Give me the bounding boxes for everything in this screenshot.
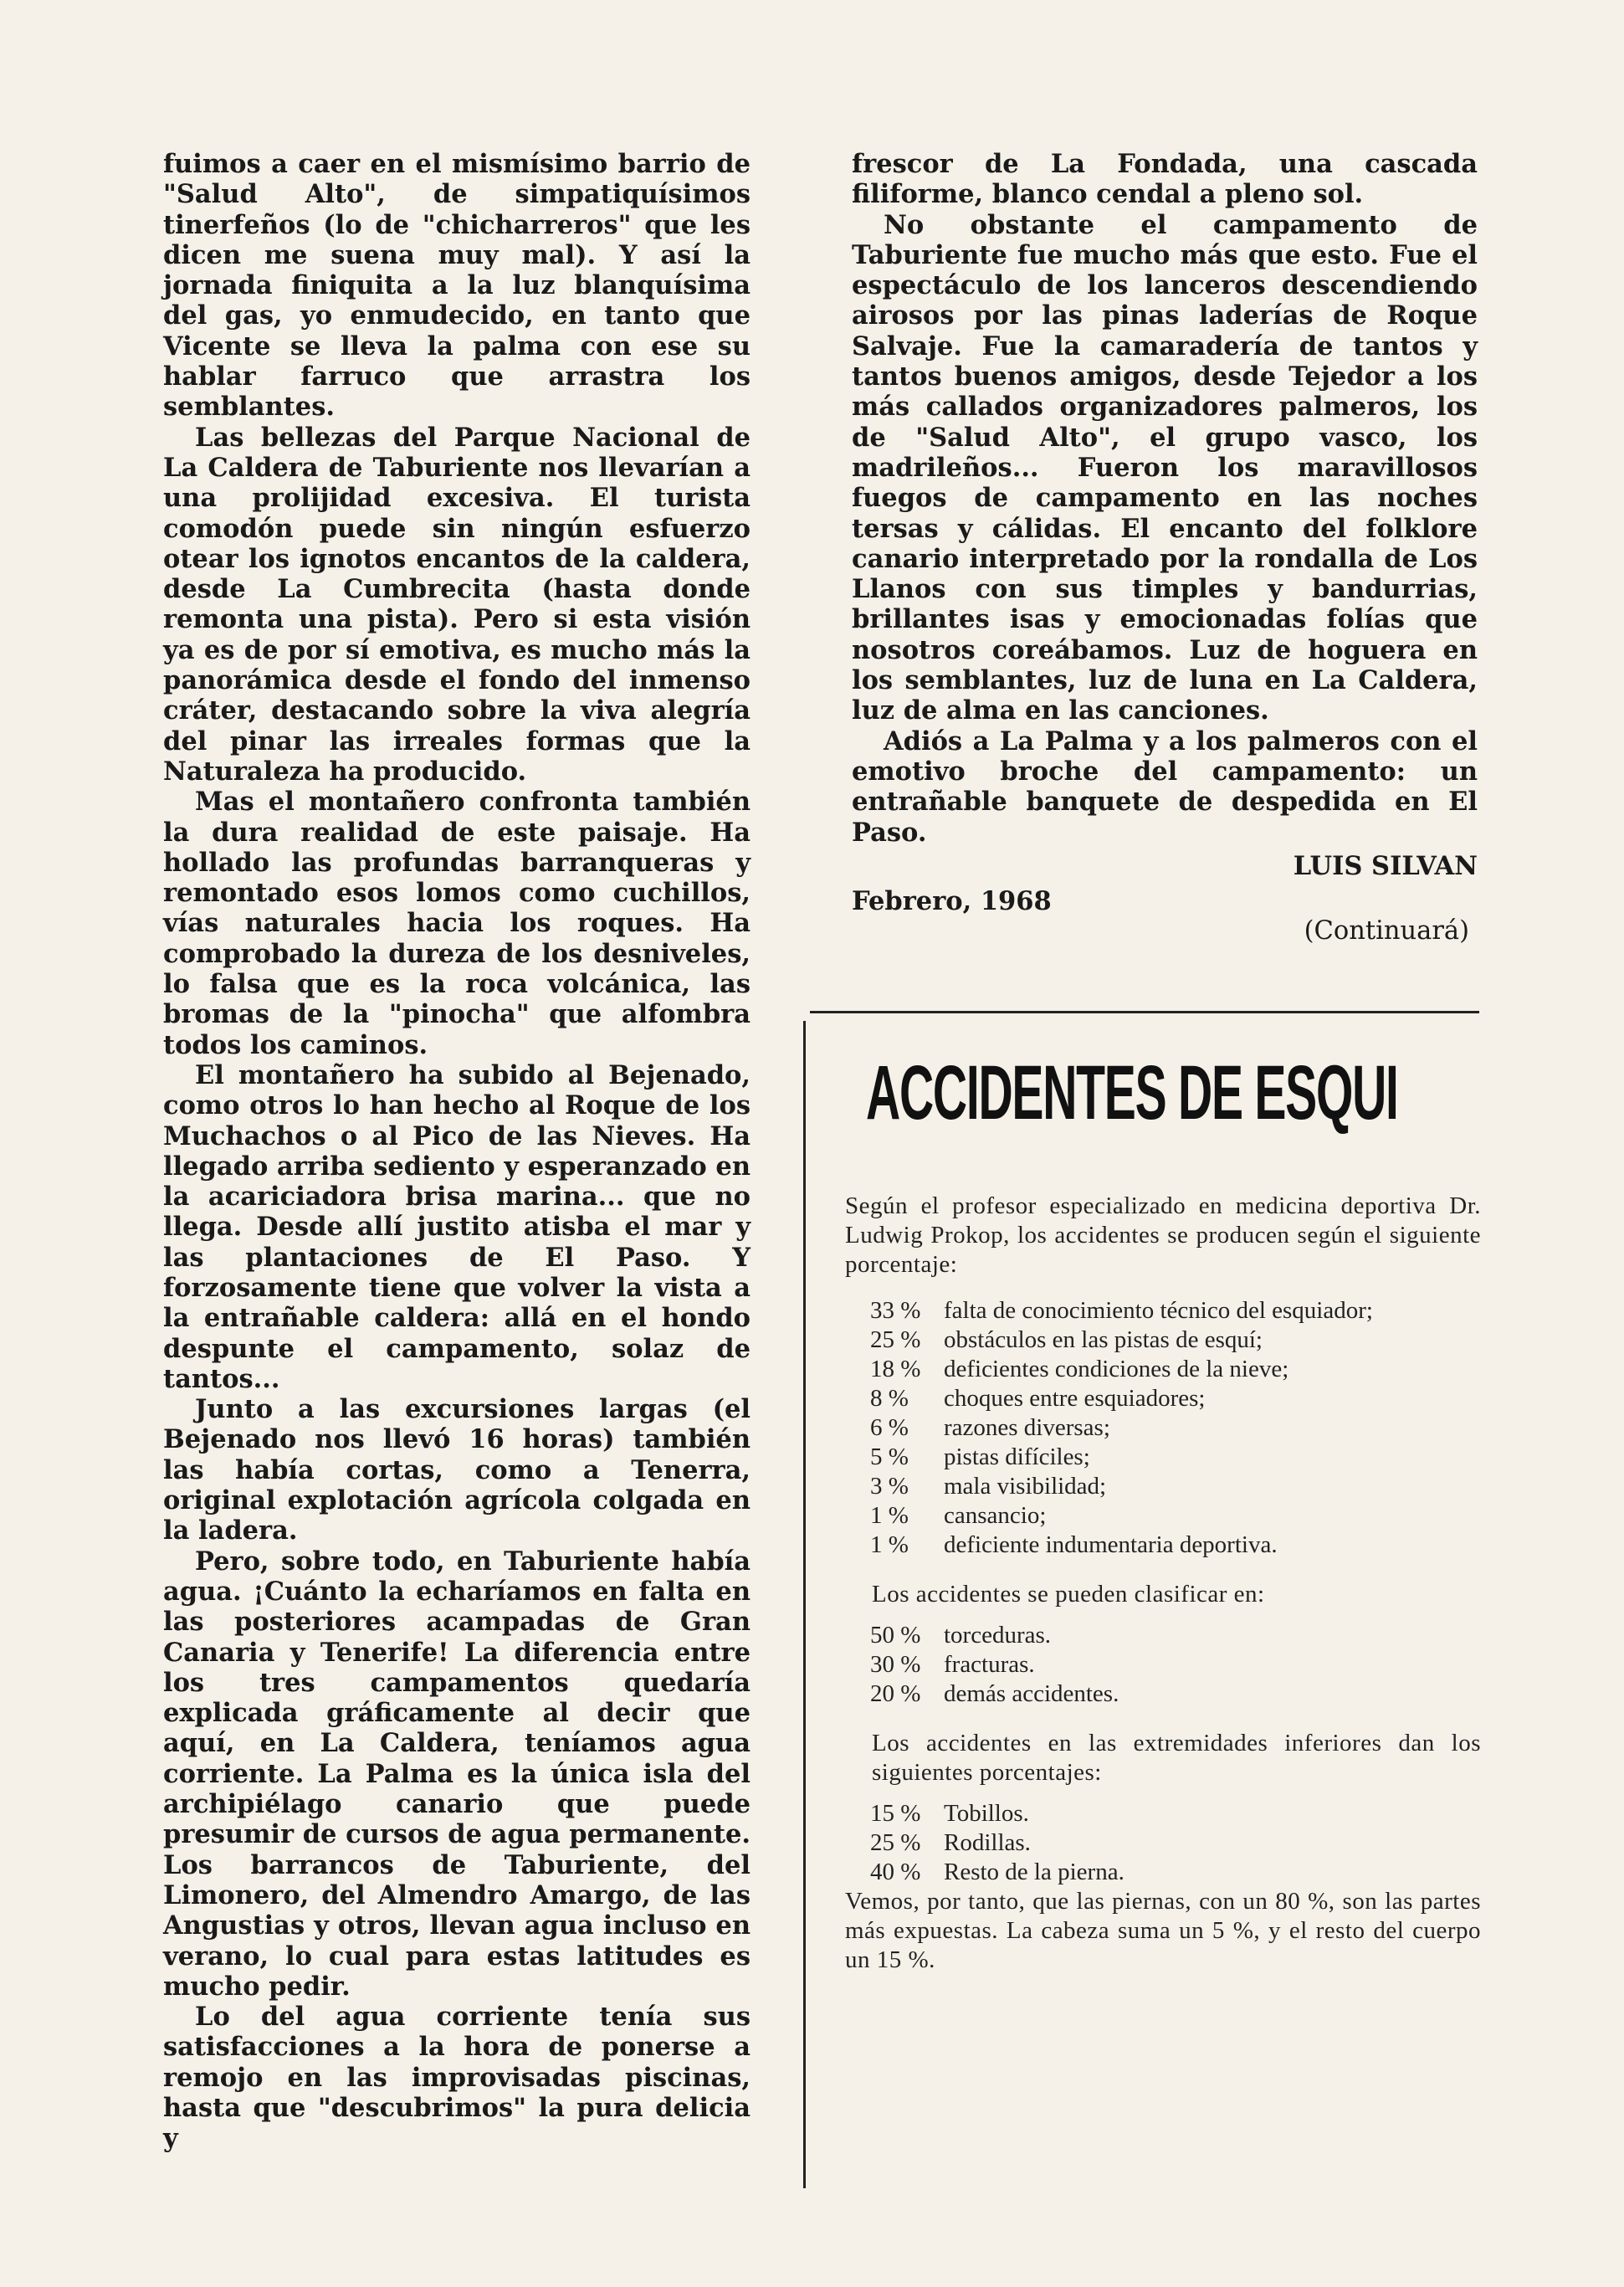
list-item	[845, 1531, 1481, 1560]
item-text: mala visibilidad;	[944, 1473, 1107, 1500]
item-text: Resto de la pierna.	[944, 1859, 1125, 1885]
percentage: 25 %	[870, 1326, 921, 1353]
left-column	[163, 149, 751, 2154]
item-text: demás accidentes.	[944, 1680, 1119, 1707]
left-paragraph: Lo del agua corriente tenía sus satisfacciones a la hora de ponerse a remojo en las improvisadas piscinas, hasta que "descubrimos" la pura delicia y	[163, 2002, 751, 2154]
right-column	[852, 149, 1478, 947]
lower-list	[845, 1799, 1481, 1887]
percentage: 6 %	[870, 1414, 909, 1441]
item-text: deficientes condiciones de la nieve;	[944, 1356, 1289, 1382]
percentage: 50 %	[870, 1622, 921, 1649]
list-item	[845, 1650, 1481, 1679]
types-list	[845, 1621, 1481, 1709]
left-paragraph: El montañero ha subido al Bejenado, como otros lo han hecho al Roque de los Muchachos o al Pico de las Nieves. Ha llegado arriba sediento y esperanzado en la acariciadora brisa marina... que no llega. Desde allí justito atisba el mar y las plantaciones de El Paso. Y forzosamente tiene que volver la vista a la entrañable caldera: allá en el hondo despunte el campamento, solaz de tantos...	[163, 1059, 751, 1394]
list-item	[845, 1679, 1481, 1709]
left-paragraph: Junto a las excursiones largas (el Bejenado nos llevó 16 horas) también las había cortas, como a Tenerra, original explotación agrícola colgada en la ladera.	[163, 1394, 751, 1546]
causes-list	[845, 1296, 1481, 1560]
item-text: fracturas.	[944, 1651, 1035, 1678]
box-left-rule	[803, 1021, 806, 2188]
percentage: 25 %	[870, 1829, 921, 1856]
list-item	[845, 1355, 1481, 1384]
author-signature: LUIS SILVAN	[1293, 850, 1478, 881]
left-paragraph: Mas el montañero confronta también la dura realidad de este paisaje. Ha hollado las profundas barranqueras y remontado esos lomos como cuchillos, vías naturales hacia los roques. Ha comprobado la dureza de los desniveles, lo falsa que es la roca volcánica, las bromas de la "pinocha" que alfombra todos los caminos.	[163, 787, 751, 1060]
list-item	[845, 1472, 1481, 1501]
percentage: 18 %	[870, 1356, 921, 1382]
list-item	[845, 1443, 1481, 1472]
lower-intro: Los accidentes en las extremidades inferiores dan los siguientes porcentajes:	[872, 1730, 1481, 1786]
percentage: 15 %	[870, 1800, 921, 1827]
item-text: falta de conocimiento técnico del esquiador;	[944, 1297, 1373, 1324]
box-intro: Según el profesor especializado en medicina deportiva Dr. Ludwig Prokop, los accidentes se producen según el siguiente porcentaje:	[845, 1192, 1481, 1278]
list-item	[845, 1858, 1481, 1887]
list-item	[845, 1296, 1481, 1326]
percentage: 1 %	[870, 1531, 909, 1558]
percentage: 3 %	[870, 1473, 909, 1500]
item-text: pistas difíciles;	[944, 1443, 1090, 1470]
right-paragraph: Adiós a La Palma y a los palmeros con el emotivo broche del campamento: un entrañable banquete de despedida en El Paso.	[852, 726, 1478, 848]
left-paragraph: Pero, sobre todo, en Taburiente había agua. ¡Cuánto la echaríamos en falta en las posteriores acampadas de Gran Canaria y Tenerife! La diferencia entre los tres campamentos quedaría explicada gráficamente al decir que aquí, en La Caldera, teníamos agua corriente. La Palma es la única isla del archipiélago canario que puede presumir de cursos de agua permanente. Los barrancos de Taburiente, del Limonero, del Almendro Amargo, de las Angustias y otros, llevan agua incluso en verano, lo cual para estas latitudes es mucho pedir.	[163, 1546, 751, 2002]
item-text: cansancio;	[944, 1502, 1047, 1529]
item-text: Tobillos.	[944, 1800, 1029, 1827]
list-item	[845, 1828, 1481, 1858]
percentage: 30 %	[870, 1651, 921, 1678]
percentage: 40 %	[870, 1859, 921, 1885]
classify-intro: Los accidentes se pueden clasificar en:	[872, 1581, 1265, 1608]
ski-accidents-box	[845, 1050, 1481, 1975]
left-paragraph: fuimos a caer en el mismísimo barrio de "Salud Alto", de simpatiquísimos tinerfeños (lo de "chicharreros" que les dicen me suena muy mal). Y así la jornada finiquita a la luz blanquísima del gas, yo enmudecido, en tanto que Vicente se lleva la palma con ese su hablar farruco que arrastra los semblantes.	[163, 149, 751, 423]
percentage: 33 %	[870, 1297, 921, 1324]
percentage: 1 %	[870, 1502, 909, 1529]
article-date: Febrero, 1968	[852, 886, 1052, 917]
item-text: choques entre esquiadores;	[944, 1385, 1206, 1412]
item-text: torceduras.	[944, 1622, 1052, 1649]
list-item	[845, 1384, 1481, 1413]
item-text: obstáculos en las pistas de esquí;	[944, 1326, 1263, 1353]
percentage: 5 %	[870, 1443, 909, 1470]
continued-note: (Continuará)	[1304, 916, 1469, 946]
item-text: Rodillas.	[944, 1829, 1031, 1856]
list-item	[845, 1326, 1481, 1355]
percentage: 8 %	[870, 1385, 909, 1412]
box-closing: Vemos, por tanto, que las piernas, con un 80 %, son las partes más expuestas. La cabeza suma un 5 %, y el resto del cuerpo un 15 %.	[845, 1888, 1481, 1973]
list-item	[845, 1621, 1481, 1650]
item-text: deficiente indumentaria deportiva.	[944, 1531, 1278, 1558]
left-paragraph: Las bellezas del Parque Nacional de La Caldera de Taburiente nos llevarían a una prolijidad excesiva. El turista comodón puede sin ningún esfuerzo otear los ignotos encantos de la caldera, desde La Cumbrecita (hasta donde remonta una pista). Pero si esta visión ya es de por sí emotiva, es mucho más la panorámica desde el fondo del inmenso cráter, destacando sobre la viva alegría del pinar las irreales formas que la Naturaleza ha producido.	[163, 422, 751, 787]
right-paragraph: frescor de La Fondada, una cascada filiforme, blanco cendal a pleno sol.	[852, 149, 1478, 210]
list-item	[845, 1413, 1481, 1443]
item-text: razones diversas;	[944, 1414, 1110, 1441]
box-top-rule	[810, 1011, 1479, 1013]
list-item	[845, 1799, 1481, 1828]
list-item	[845, 1501, 1481, 1531]
date-line	[852, 886, 1478, 916]
percentage: 20 %	[870, 1680, 921, 1707]
box-title: ACCIDENTES DE ESQUI	[866, 1050, 1398, 1136]
right-paragraph: No obstante el campamento de Taburiente fue mucho más que esto. Fue el espectáculo de los lanceros descendiendo airosos por las pinas laderías de Roque Salvaje. Fue la camaradería de tantos y tantos buenos amigos, desde Tejedor a los más callados organizadores palmeros, los de "Salud Alto", el grupo vasco, los madrileños... Fueron los maravillosos fuegos de campamento en las noches tersas y cálidas. El encanto del folklore canario interpretado por la rondalla de Los Llanos con sus timples y bandurrias, brillantes isas y emocionadas folías que nosotros coreábamos. Luz de hoguera en los semblantes, luz de luna en La Caldera, luz de alma en las canciones.	[852, 209, 1478, 726]
